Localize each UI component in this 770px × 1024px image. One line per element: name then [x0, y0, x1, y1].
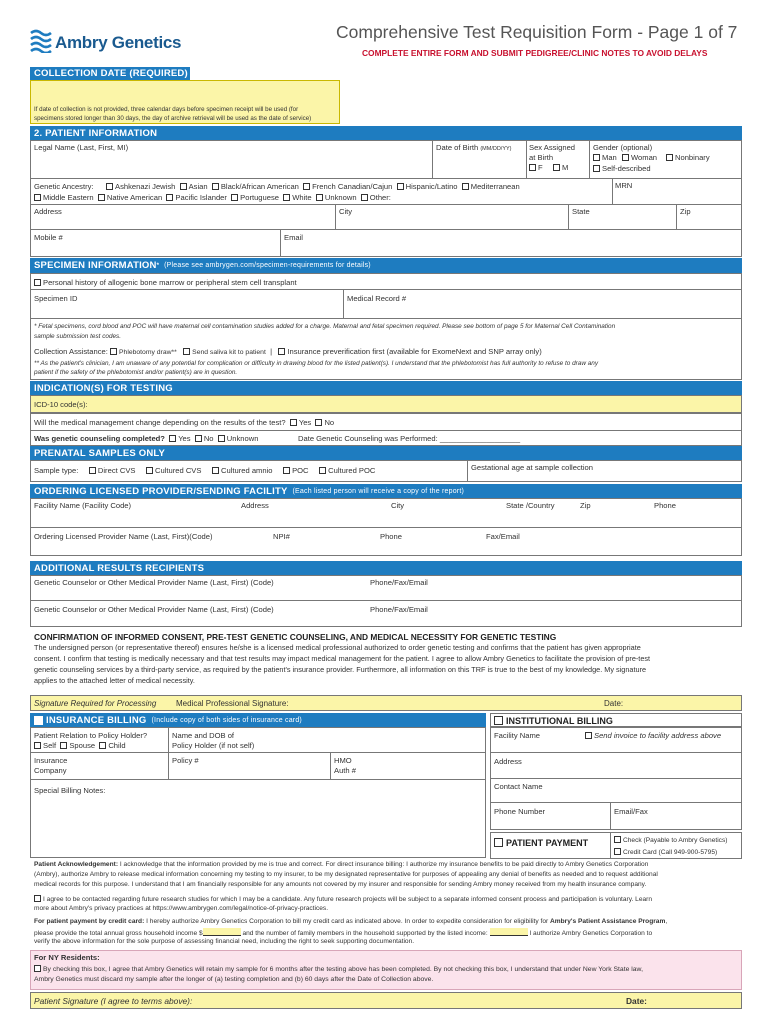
medical-record-label[interactable]: Medical Record # — [347, 294, 407, 303]
facility-zip-label[interactable]: Zip — [580, 501, 591, 510]
genetic-ancestry-label: Genetic Ancestry: — [34, 182, 94, 191]
provider-phone-label[interactable]: Phone — [380, 532, 402, 541]
card-line-3: verify the above information for the sole purpose of assessing financial need, including the right to seek supporting documentation. — [34, 938, 415, 945]
provider-fax-label[interactable]: Fax/Email — [486, 532, 520, 541]
form-title: Comprehensive Test Requisition Form - Page 1 of 7 — [336, 22, 738, 42]
address-label[interactable]: Address — [34, 207, 62, 216]
gender-label: Gender (optional) — [593, 143, 653, 152]
insurance-company-label-2: Company — [34, 766, 67, 775]
inst-contact-label[interactable]: Contact Name — [494, 782, 543, 791]
fetal-note-1: * Fetal specimens, cord blood and POC will have maternal cell contamination studies added for a charge. Maternal and fetal specimen required. Please see bottom of page 5 for Maternal Cell Contamination — [34, 323, 616, 330]
mrn-label[interactable]: MRN — [615, 181, 633, 190]
gender-woman-checkbox[interactable]: Woman — [622, 153, 657, 162]
inst-email-label[interactable]: Email/Fax — [614, 807, 648, 816]
mobile-label[interactable]: Mobile # — [34, 233, 63, 242]
patient-signature-label: Patient Signature (I agree to terms above): — [34, 996, 193, 1006]
card-line-2: please provide the total annual gross household income $ and the number of family members in the household supported by the listed income: I authorize Ambry Genetics Corporation to — [34, 930, 653, 937]
recipient-1-name[interactable]: Genetic Counselor or Other Medical Provider Name (Last, First) (Code) — [34, 578, 274, 587]
npi-label[interactable]: NPI# — [273, 532, 290, 541]
patient-date-label: Date: — [626, 996, 647, 1006]
brand-name: Ambry Genetics — [55, 33, 182, 52]
collection-assistance-row[interactable]: Collection Assistance: Phlebotomy draw** Send saliva kit to patient | Insurance preverification first (available for ExomeNext and SNP array only) — [34, 347, 542, 356]
city-label[interactable]: City — [339, 207, 353, 216]
allogenic-checkbox[interactable]: Personal history of allogenic bone marrow or peripheral stem cell transplant — [34, 278, 297, 287]
auth-label: Auth # — [334, 766, 356, 775]
icd-label: ICD-10 code(s): — [34, 400, 88, 409]
ack-line-1: Patient Acknowledgement: I acknowledge that the information provided by me is true and correct. For direct insurance billing: I authorize my insurance benefits to be paid directly to Ambry Genetics Corporation — [34, 861, 649, 868]
facility-state-label[interactable]: State /Country — [506, 501, 555, 510]
at-birth-label: at Birth — [529, 153, 554, 162]
ny-heading: For NY Residents: — [34, 953, 100, 962]
medical-management-question[interactable]: Will the medical management change depending on the results of the test? Yes No — [34, 418, 335, 427]
payment-card-checkbox[interactable]: Credit Card (Call 949-900-5795) — [614, 848, 717, 856]
facility-address-label[interactable]: Address — [241, 501, 269, 510]
signature-required-label: Signature Required for Processing — [34, 699, 157, 708]
ack-line-2: (Ambry), authorize Ambry to release medical information concerning my testing to my insurer, to be my designated representative for purposes of appealing any denial of benefits as needed and to request additional — [34, 871, 658, 878]
institutional-billing-heading[interactable]: INSTITUTIONAL BILLING — [490, 713, 742, 727]
ny-retain-checkbox[interactable]: By checking this box, I agree that Ambry Genetics will retain my sample for 6 months after the testing above has been completed. By not checking this box, I understand that under New York State law, — [34, 965, 643, 973]
facility-city-label[interactable]: City — [391, 501, 405, 510]
gender-man-checkbox[interactable]: Man — [593, 153, 617, 162]
special-billing-notes-label[interactable]: Special Billing Notes: — [34, 786, 106, 795]
family-members-field[interactable] — [490, 928, 528, 936]
facility-name-label[interactable]: Facility Name (Facility Code) — [34, 501, 132, 510]
provider-name-label[interactable]: Ordering Licensed Provider Name (Last, First)(Code) — [34, 532, 213, 541]
inst-facility-name-label[interactable]: Facility Name — [494, 731, 540, 740]
ancestry-row-1[interactable]: Ashkenazi Jewish Asian Black/African American French Canadian/Cajun Hispanic/Latino Mediterranean — [106, 182, 520, 191]
income-field[interactable] — [203, 928, 241, 936]
ancestry-row-2[interactable]: Middle Eastern Native American Pacific Islander Portuguese White Unknown Other: — [34, 193, 391, 202]
indications-heading: INDICATION(S) FOR TESTING — [30, 381, 742, 395]
collection-date-heading: COLLECTION DATE (REQUIRED) — [30, 67, 190, 80]
research-consent-checkbox[interactable]: I agree to be contacted regarding future research studies for which I may be a candidate. Any future research projects will be subject to a separate informed consent process and participation is voluntary. Learn — [34, 895, 652, 903]
sex-f-checkbox[interactable]: F — [529, 163, 543, 172]
hmo-label[interactable]: HMO — [334, 756, 352, 765]
fetal-note-2: sample submission test codes. — [34, 333, 122, 340]
card-line-1: For patient payment by credit card: I hereby authorize Ambry Genetics Corporation to bill my credit card as indicated above. In order to expedite consideration for eligibility for Ambry's Patient Assistance Program, — [34, 918, 668, 925]
recipients-heading: ADDITIONAL RESULTS RECIPIENTS — [30, 561, 742, 575]
provider-heading: ORDERING LICENSED PROVIDER/SENDING FACILITY (Each listed person will receive a copy of the report) — [30, 484, 742, 498]
consent-line-4: applies to the attached letter of medical necessity. — [34, 676, 195, 685]
gc-date-field[interactable]: Date Genetic Counseling was Performed: ___________________ — [298, 434, 521, 443]
legal-name-label[interactable]: Legal Name (Last, First, MI) — [34, 143, 129, 152]
relation-checkboxes[interactable]: Self Spouse Child — [34, 741, 126, 750]
ambry-wave-icon — [30, 29, 52, 53]
consent-line-2: consent. I confirm that testing is medically necessary and that test results may impact medical management for the patient. I agree to allow Ambry Genetics to facilitate the provision of pre-test — [34, 654, 651, 663]
zip-label[interactable]: Zip — [680, 207, 691, 216]
genetic-counseling-question[interactable]: Was genetic counseling completed? Yes No Unknown — [34, 434, 259, 443]
provider-date-label: Date: — [604, 699, 624, 708]
policy-number-label[interactable]: Policy # — [172, 756, 199, 765]
patient-payment-checkbox[interactable]: PATIENT PAYMENT — [494, 838, 588, 848]
gender-self-checkbox[interactable]: Self-described — [593, 164, 651, 173]
email-label[interactable]: Email — [284, 233, 303, 242]
prenatal-heading: PRENATAL SAMPLES ONLY — [30, 446, 742, 460]
clinician-note-2: patient if the safety of the phlebotomist and/or patient(s) are in question. — [34, 369, 238, 376]
ny-line-2: Ambry Genetics must discard my sample after the longer of (a) testing completion and (b) 60 days after the Date of Collection above. — [34, 976, 434, 983]
recipient-2-name[interactable]: Genetic Counselor or Other Medical Provider Name (Last, First) (Code) — [34, 605, 274, 614]
consent-line-3: genetic counseling services by a third-party service, as required by the patient's insurance provider. Furthermore, all information on this TRF is true to the best of my knowledge. My signature — [34, 665, 647, 674]
sample-type-main[interactable]: Sample type: Direct CVS Cultured CVS Cultured amnio POC Cultured POC — [34, 466, 376, 475]
inst-phone-label[interactable]: Phone Number — [494, 807, 546, 816]
patient-info-heading: 2. PATIENT INFORMATION — [30, 126, 742, 140]
collection-note-2: specimens stored longer than 30 days, the day of archive retrieval will be used as the date of service) — [34, 115, 312, 122]
payment-check-checkbox[interactable]: Check (Payable to Ambry Genetics) — [614, 836, 727, 844]
specimen-info-heading: SPECIMEN INFORMATION * (Please see ambrygen.com/specimen-requirements for details) — [30, 258, 742, 273]
gestational-age-label[interactable]: Gestational age at sample collection — [471, 463, 593, 472]
insurance-billing-heading[interactable]: INSURANCE BILLING (Include copy of both sides of insurance card) — [30, 713, 486, 727]
policy-holder-label-1[interactable]: Name and DOB of — [172, 731, 235, 740]
facility-phone-label[interactable]: Phone — [654, 501, 676, 510]
dob-label[interactable]: Date of Birth (MM/DD/YY) — [436, 143, 512, 152]
insurance-company-label[interactable]: Insurance — [34, 756, 68, 765]
sex-assigned-label: Sex Assigned — [529, 143, 576, 152]
icd-codes-field[interactable] — [30, 395, 742, 413]
ack-line-3: medical records for this purpose. I understand that I am financially responsible for any amounts not covered by my insurer and responsible for sending Ambry money received from my health insurance company. — [34, 881, 647, 888]
recipient-1-contact[interactable]: Phone/Fax/Email — [370, 578, 428, 587]
gender-nonbinary-checkbox[interactable]: Nonbinary — [666, 153, 710, 162]
policy-relation-label: Patient Relation to Policy Holder? — [34, 731, 148, 740]
provider-signature-label: Medical Professional Signature: — [176, 699, 289, 708]
brand-logo — [30, 28, 220, 56]
consent-heading: CONFIRMATION OF INFORMED CONSENT, PRE-TEST GENETIC COUNSELING, AND MEDICAL NECESSITY FOR GENETIC TESTING — [34, 632, 557, 642]
research-line-2: more about Ambry's privacy practices at https://www.ambrygen.com/legal/notice-of-privacy-practices. — [34, 905, 329, 912]
clinician-note-1: ** As the patient's clinician, I am unaware of any potential for complication or difficulty in drawing blood for the listed patient(s). I understand that the phlebotomist has full authority to refuse to draw any — [34, 360, 599, 367]
collection-note-1: If date of collection is not provided, three calendar days before specimen receipt will be used (for — [34, 106, 299, 113]
sex-m-checkbox[interactable]: M — [553, 163, 568, 172]
form-notice: COMPLETE ENTIRE FORM AND SUBMIT PEDIGREE/CLINIC NOTES TO AVOID DELAYS — [362, 48, 708, 58]
policy-holder-label-2: Policy Holder (if not self) — [172, 741, 255, 750]
recipient-2-contact[interactable]: Phone/Fax/Email — [370, 605, 428, 614]
specimen-id-label[interactable]: Specimen ID — [34, 294, 78, 303]
consent-line-1: The undersigned person (or representative thereof) ensures he/she is a licensed medical professional authorized to order genetic testing and confirms that the patient has given appropriate — [34, 643, 641, 652]
inst-address-label[interactable]: Address — [494, 757, 522, 766]
send-invoice-checkbox[interactable]: Send invoice to facility address above — [585, 731, 721, 740]
state-label[interactable]: State — [572, 207, 590, 216]
